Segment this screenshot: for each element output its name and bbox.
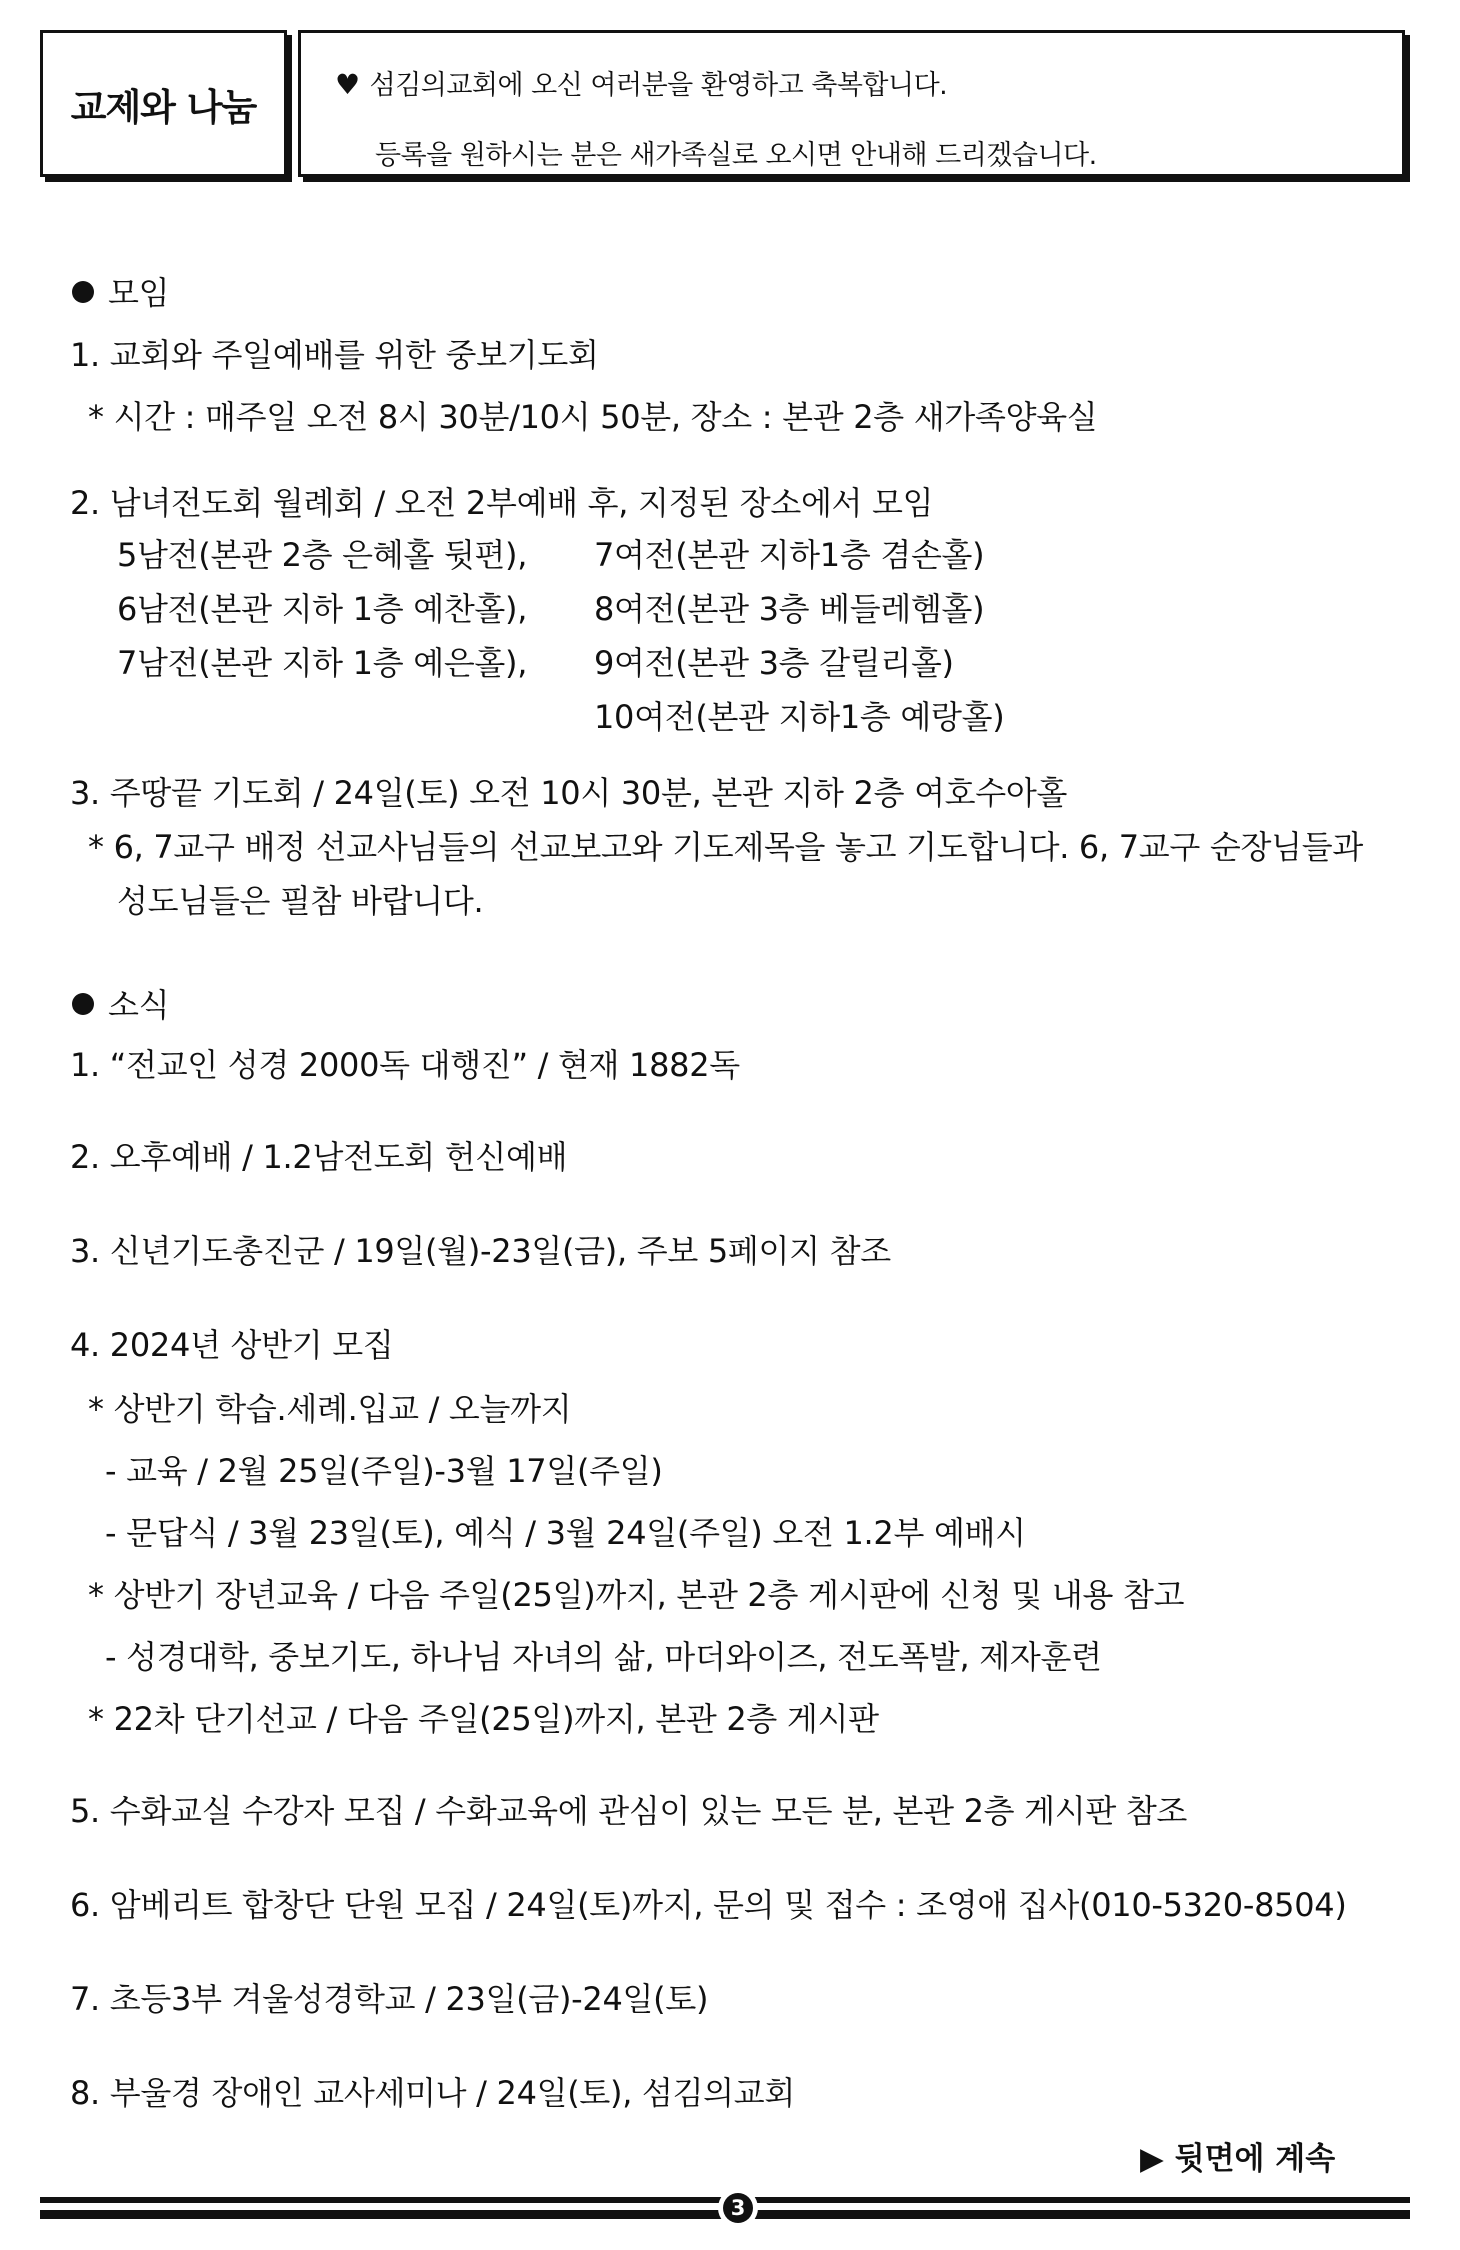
meeting-item-2: 2. 남녀전도회 월례회 / 오전 2부예배 후, 지정된 장소에서 모임 xyxy=(70,484,934,522)
bullet-icon xyxy=(72,993,94,1015)
meetings-heading xyxy=(72,268,169,314)
news-item-8: 8. 부울경 장애인 교사세미나 / 24일(토), 섬김의교회 xyxy=(70,2074,796,2112)
news-item-6: 6. 암베리트 합창단 단원 모집 / 24일(토)까지, 문의 및 접수 : 조영애 집사(010-5320-8504) xyxy=(70,1886,1347,1924)
news-item-4-line-1: * 상반기 학습.세례.입교 / 오늘까지 xyxy=(88,1390,572,1428)
bullet-icon xyxy=(72,281,94,303)
section-title: 교제와 나눔 xyxy=(70,85,257,129)
welcome-line-2: 등록을 원하시는 분은 새가족실로 오시면 안내해 드리겠습니다. xyxy=(375,140,1097,171)
news-item-4-line-6: * 22차 단기선교 / 다음 주일(25일)까지, 본관 2층 게시판 xyxy=(88,1700,879,1738)
page-number-badge: 3 xyxy=(723,2193,753,2223)
news-item-1: 1. “전교인 성경 2000독 대행진” / 현재 1882독 xyxy=(70,1046,740,1084)
meeting-item-2-right-2: 8여전(본관 3층 베들레헴홀) xyxy=(594,590,985,628)
news-item-7: 7. 초등3부 겨울성경학교 / 23일(금)-24일(토) xyxy=(70,1980,709,2018)
welcome-text-1: 섬김의교회에 오신 여러분을 환영하고 축복합니다. xyxy=(369,70,948,101)
news-item-3: 3. 신년기도총진군 / 19일(월)-23일(금), 주보 5페이지 참조 xyxy=(70,1232,891,1270)
news-item-2: 2. 오후예배 / 1.2남전도회 헌신예배 xyxy=(70,1138,568,1176)
meeting-item-2-left-1: 5남전(본관 2층 은혜홀 뒷편), xyxy=(117,536,528,574)
heart-icon: ♥ xyxy=(335,68,360,101)
meeting-item-3: 3. 주땅끝 기도회 / 24일(토) 오전 10시 30분, 본관 지하 2층 여호수아홀 xyxy=(70,774,1068,812)
welcome-box xyxy=(298,30,1405,177)
welcome-line-1 xyxy=(335,63,947,102)
section-title-box xyxy=(40,30,287,177)
news-item-4: 4. 2024년 상반기 모집 xyxy=(70,1326,394,1364)
news-item-4-line-3: - 문답식 / 3월 23일(토), 예식 / 3월 24일(주일) 오전 1.2부 예배시 xyxy=(105,1514,1026,1552)
meeting-item-1-note: * 시간 : 매주일 오전 8시 30분/10시 50분, 장소 : 본관 2층 새가족양육실 xyxy=(88,398,1098,436)
news-item-5: 5. 수화교실 수강자 모집 / 수화교육에 관심이 있는 모든 분, 본관 2층 게시판 참조 xyxy=(70,1792,1188,1830)
news-item-4-line-4: * 상반기 장년교육 / 다음 주일(25일)까지, 본관 2층 게시판에 신청 및 내용 참고 xyxy=(88,1576,1185,1614)
continue-on-back-label: ▶ 뒷면에 계속 xyxy=(1140,2141,1336,2177)
meeting-item-1: 1. 교회와 주일예배를 위한 중보기도회 xyxy=(70,336,599,374)
meeting-item-3-note-2: 성도님들은 필참 바랍니다. xyxy=(117,882,484,920)
meeting-item-2-right-4: 10여전(본관 지하1층 예랑홀) xyxy=(594,698,1005,736)
meeting-item-3-note-1: * 6, 7교구 배정 선교사님들의 선교보고와 기도제목을 놓고 기도합니다. 6, 7교구 순장님들과 xyxy=(88,828,1363,866)
meetings-heading-text: 모임 xyxy=(108,274,170,312)
meeting-item-2-left-3: 7남전(본관 지하 1층 예은홀), xyxy=(117,644,528,682)
news-heading xyxy=(72,980,169,1026)
meeting-item-2-right-1: 7여전(본관 지하1층 겸손홀) xyxy=(594,536,985,574)
news-heading-text: 소식 xyxy=(108,986,170,1024)
meeting-item-2-right-3: 9여전(본관 3층 갈릴리홀) xyxy=(594,644,954,682)
news-item-4-line-5: - 성경대학, 중보기도, 하나님 자녀의 삶, 마더와이즈, 전도폭발, 제자훈련 xyxy=(105,1638,1102,1676)
news-item-4-line-2: - 교육 / 2월 25일(주일)-3월 17일(주일) xyxy=(105,1452,663,1490)
meeting-item-2-left-2: 6남전(본관 지하 1층 예찬홀), xyxy=(117,590,528,628)
